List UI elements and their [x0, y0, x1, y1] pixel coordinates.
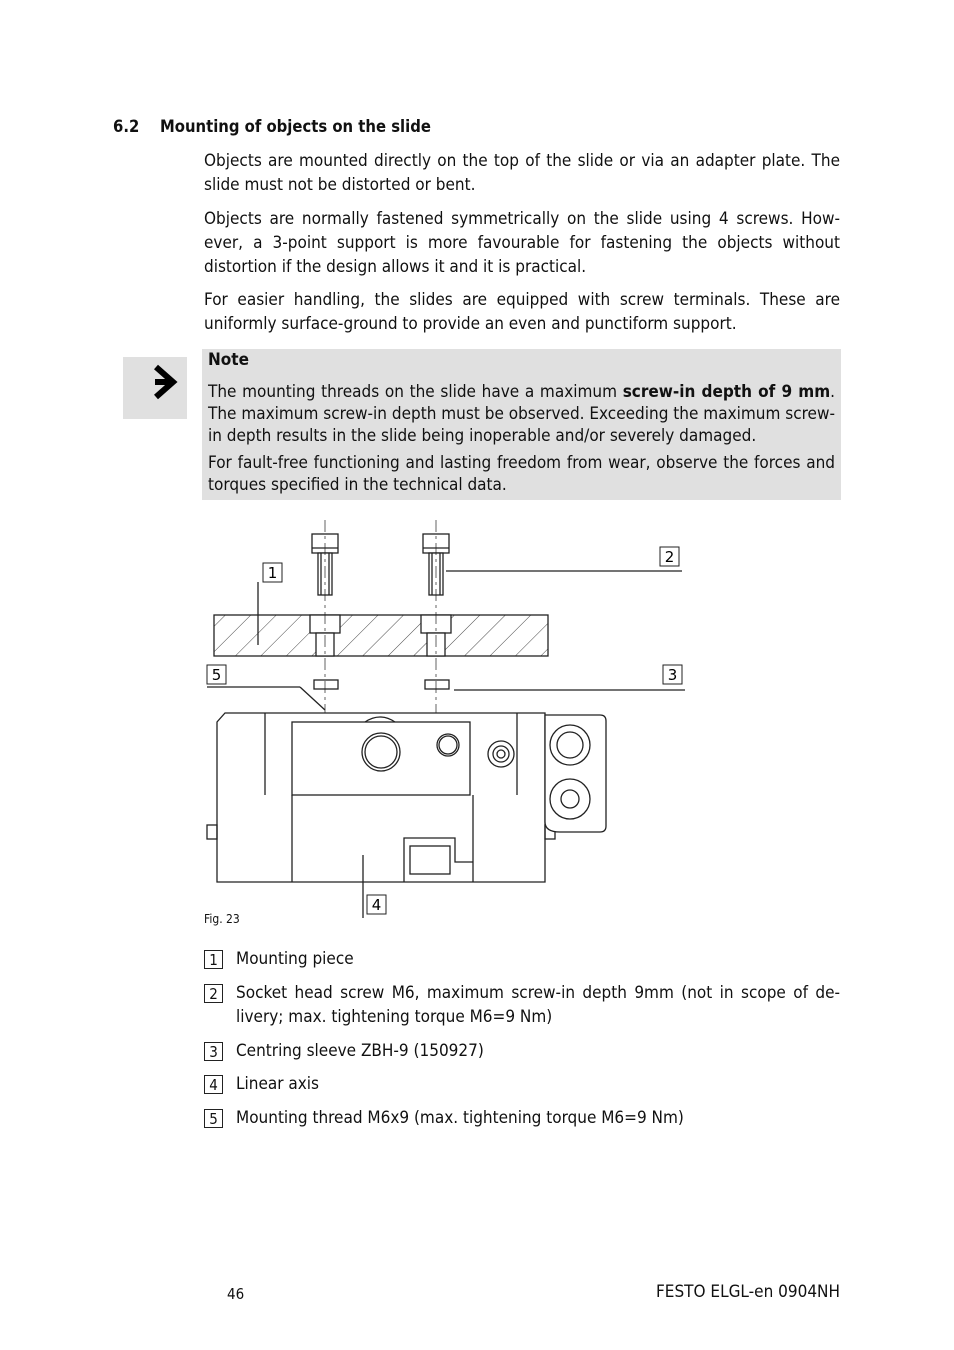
paragraph-1: Objects are mounted directly on the top of the slide or via an adapter plate. The slide must not be distorted or bent.	[204, 151, 840, 195]
callout-2: 2	[664, 548, 675, 566]
legend-number: 3	[204, 1042, 223, 1061]
legend-text: Mounting piece	[236, 949, 354, 969]
legend-number: 5	[204, 1109, 223, 1128]
legend-text: Socket head screw M6, maximum screw-in depth 9mm (not in scope of de-livery; max. tightening torque M6=9 Nm)	[236, 983, 840, 1027]
paragraph-3: For easier handling, the slides are equipped with screw terminals. These are uniformly surface-ground to provide an even and punctiform support.	[204, 290, 840, 334]
callout-5: 5	[211, 666, 222, 684]
note-paragraph-1: The mounting threads on the slide have a maximum screw-in depth of 9 mm. The maximum screw-in depth must be observed. Exceeding the maximum screw-in depth results in the slide being inoperable and/or severely damaged.	[208, 382, 835, 446]
section-title: Mounting of objects on the slide	[160, 117, 431, 136]
callout-3: 3	[667, 666, 678, 684]
note-title: Note	[208, 350, 249, 370]
document-id: FESTO ELGL-en 0904NH	[656, 1282, 840, 1302]
callout-1: 1	[267, 564, 278, 582]
paragraph-2: Objects are normally fastened symmetrically on the slide using 4 screws. How-ever, a 3-point support is more favourable for fastening the objects without distortion if the design allows it and it is practical.	[204, 209, 840, 277]
legend-number: 4	[204, 1075, 223, 1094]
legend-text: Mounting thread M6x9 (max. tightening torque M6=9 Nm)	[236, 1108, 684, 1128]
note-emphasis: screw-in depth of 9 mm	[622, 382, 831, 402]
callout-4: 4	[371, 896, 382, 914]
legend-number: 1	[204, 950, 223, 969]
legend-text: Centring sleeve ZBH-9 (150927)	[236, 1041, 484, 1061]
page-number: 46	[227, 1285, 245, 1303]
section-number: 6.2	[113, 117, 140, 136]
legend-number: 2	[204, 984, 223, 1003]
note-paragraph-2: For fault-free functioning and lasting freedom from wear, observe the forces and torques specified in the technical data.	[208, 453, 835, 495]
legend-text: Linear axis	[236, 1074, 320, 1094]
figure-caption: Fig. 23	[204, 912, 240, 926]
